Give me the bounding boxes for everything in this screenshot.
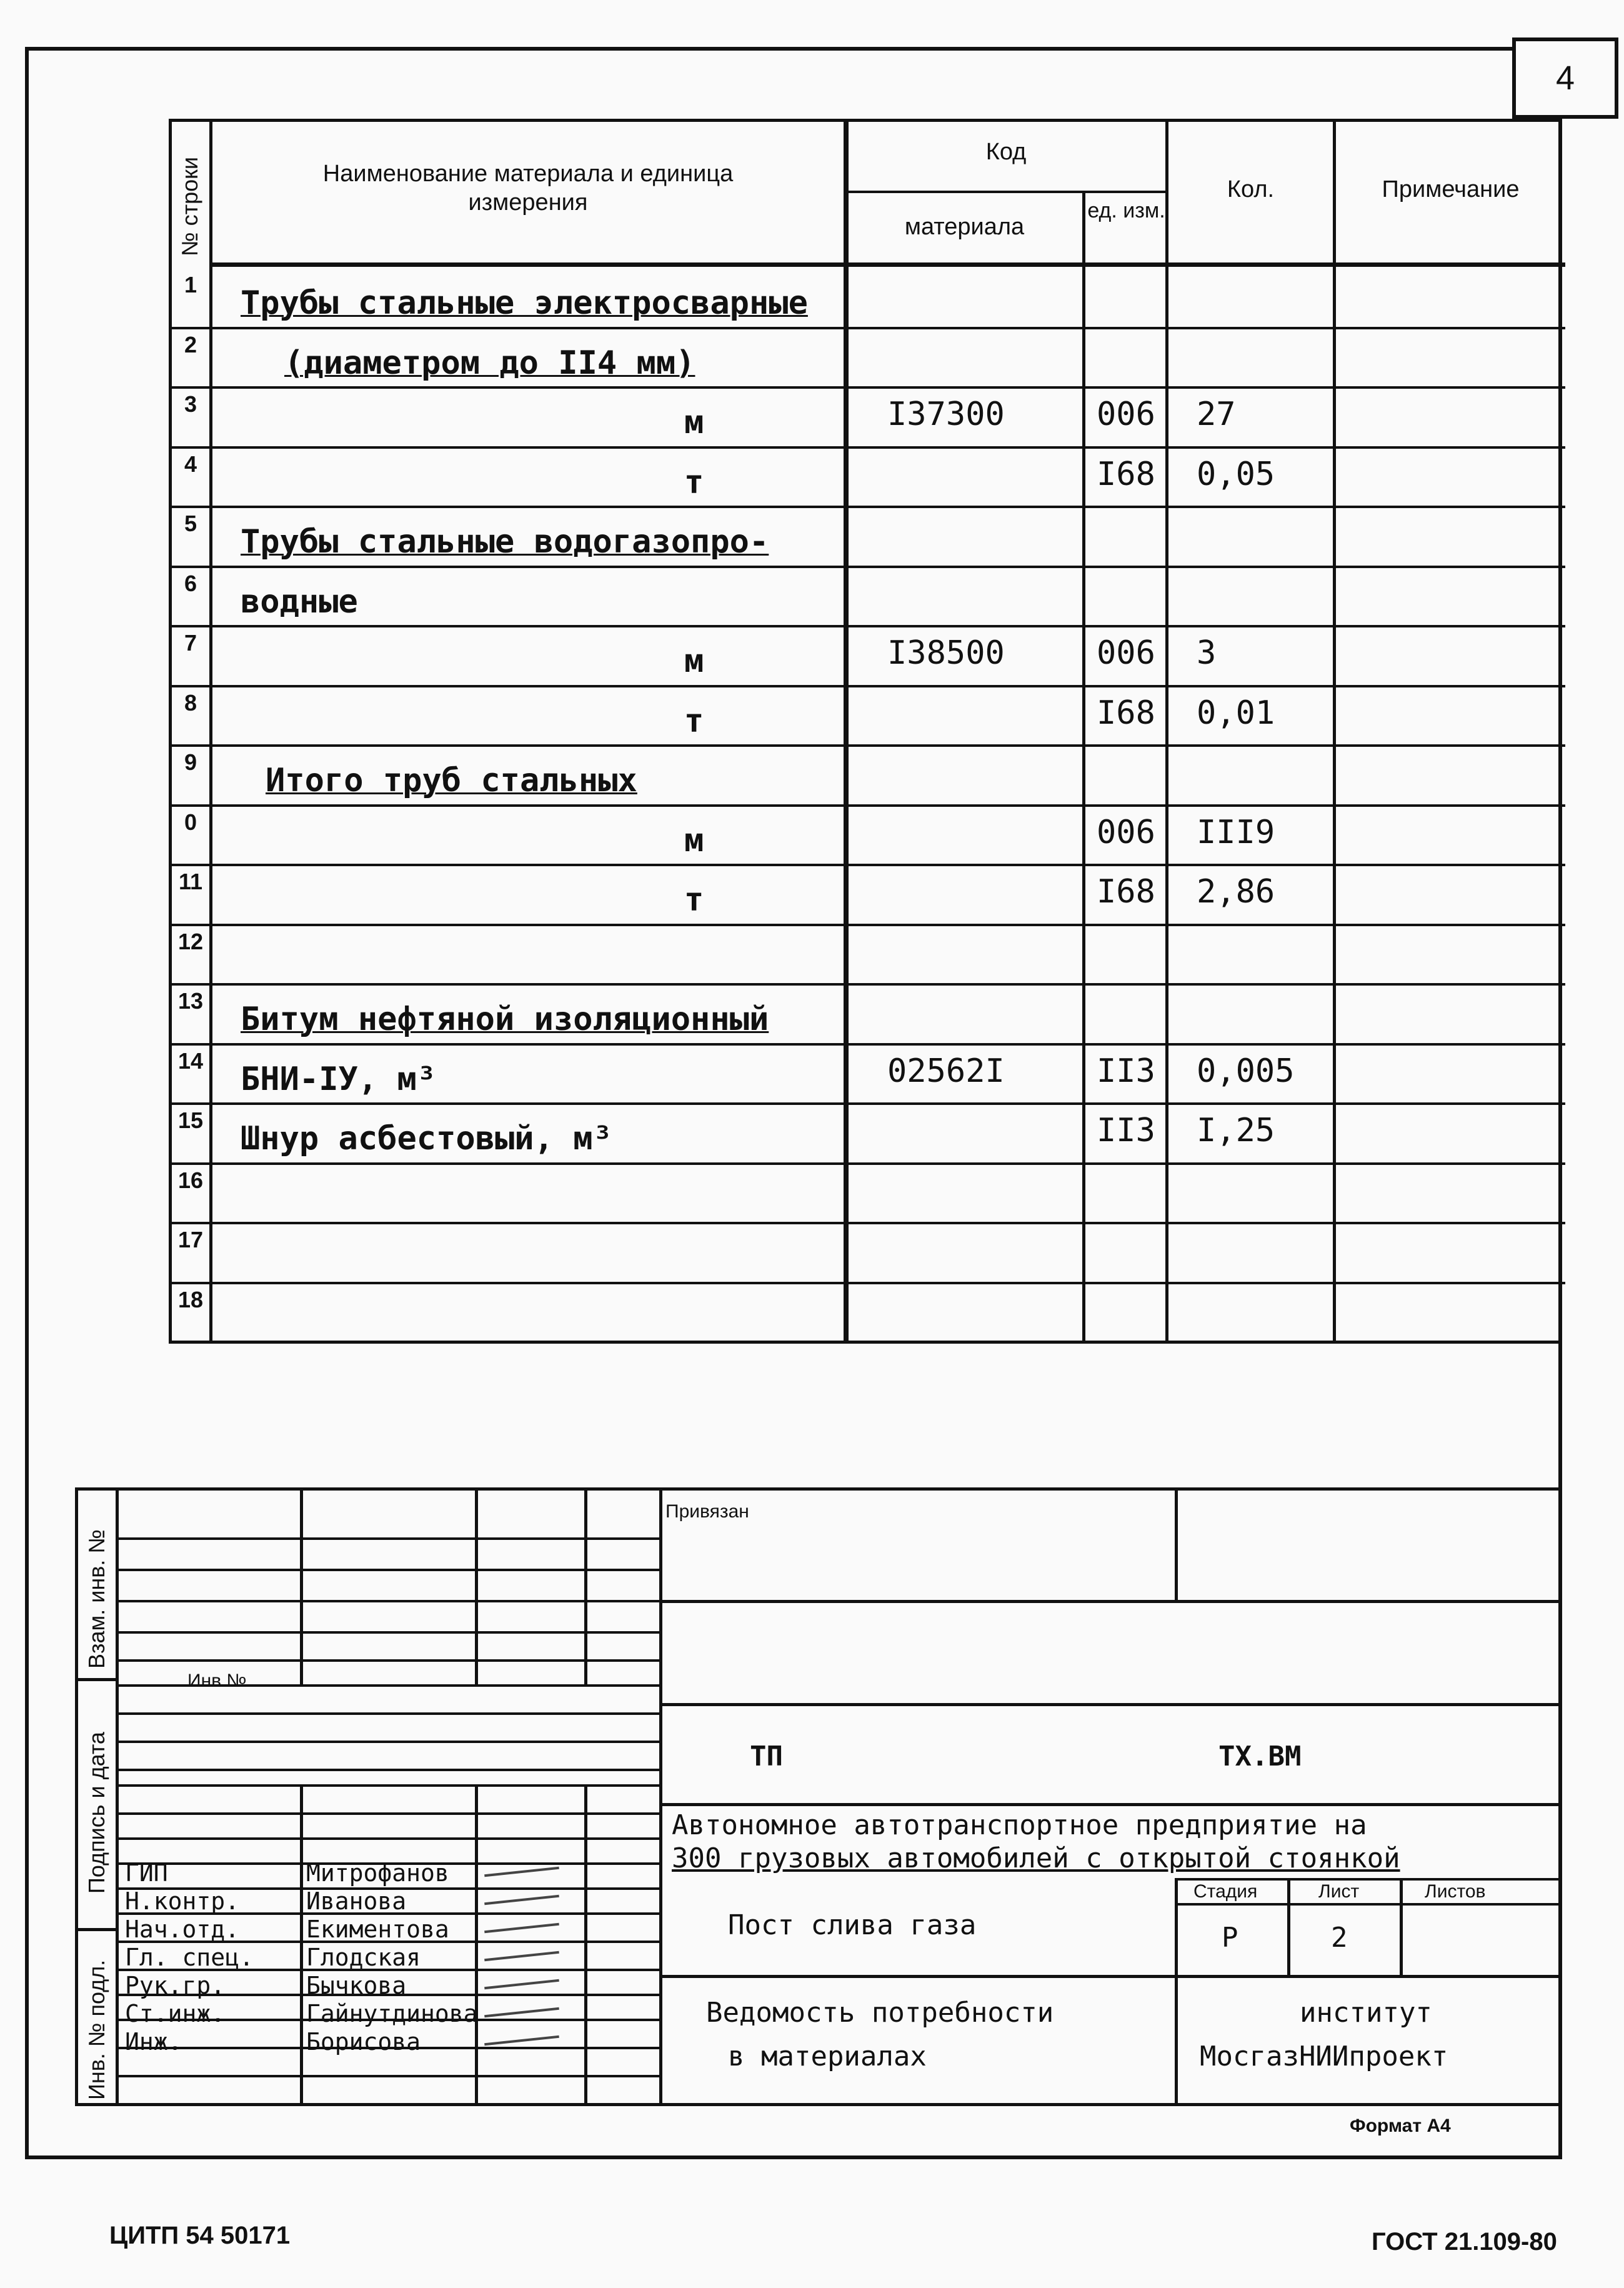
title-block xyxy=(75,1487,1562,2106)
row-number: 17 xyxy=(177,1227,204,1252)
signer-name: Бычкова xyxy=(306,1972,407,1999)
row-number: 3 xyxy=(184,391,197,417)
name-header: Наименование материала и единица измерения xyxy=(322,161,734,216)
quantity: III9 xyxy=(1197,813,1275,851)
unit-code: I68 xyxy=(1097,455,1155,493)
unit-code: 006 xyxy=(1097,396,1155,433)
note-header: Примечание xyxy=(1382,176,1520,202)
signer-role: Рук.гр. xyxy=(125,1972,226,1999)
quantity: 0,05 xyxy=(1197,455,1275,493)
tp-code: ТП xyxy=(750,1741,783,1772)
unit-header: ед. изм. xyxy=(1087,199,1165,222)
row-number: 16 xyxy=(177,1167,204,1193)
material-name: Итого труб стальных xyxy=(266,762,637,799)
row-number: 12 xyxy=(177,928,204,954)
material-name: Битум нефтяной изоляционный xyxy=(241,1001,769,1038)
quantity: 27 xyxy=(1197,396,1236,433)
row-number-header: № строки xyxy=(177,156,202,256)
unit-code: II3 xyxy=(1097,1112,1155,1149)
signer-name: Гайнутдинова xyxy=(306,2000,478,2027)
material-name: Шнур асбестовый, м³ xyxy=(241,1120,612,1157)
sheet-label: Лист xyxy=(1318,1881,1360,1902)
signer-name: Борисова xyxy=(306,2028,421,2056)
object-name: Пост слива газа xyxy=(728,1909,977,1941)
quantity: 0,01 xyxy=(1197,694,1275,732)
material-name: Трубы стальные электросварные xyxy=(241,284,808,322)
quantity: 3 xyxy=(1197,634,1217,672)
unit-code: I68 xyxy=(1097,694,1155,732)
qty-header: Кол. xyxy=(1227,176,1275,202)
attached-label: Привязан xyxy=(665,1501,749,1522)
row-number: 0 xyxy=(184,809,197,835)
footer-left: ЦИТП 54 50171 xyxy=(109,2222,291,2249)
org-line-2: МосгазНИИпроект xyxy=(1200,2041,1448,2072)
page-number: 4 xyxy=(1512,37,1618,119)
material-name: м xyxy=(684,821,704,859)
signer-role: Гл. спец. xyxy=(125,1944,254,1971)
signer-name: Иванова xyxy=(306,1887,407,1915)
material-code: I38500 xyxy=(887,634,1005,672)
signer-name: Екиментова xyxy=(306,1916,449,1943)
code-header: Код xyxy=(985,139,1027,165)
quantity: 0,005 xyxy=(1197,1052,1295,1090)
project-line-1: Автономное автотранспортное предприятие на xyxy=(672,1809,1367,1841)
sheet-value: 2 xyxy=(1331,1922,1348,1954)
materials-table xyxy=(169,119,1562,1344)
signature-date-label: Подпись и дата xyxy=(84,1732,109,1894)
row-number: 14 xyxy=(177,1047,204,1074)
row-number: 2 xyxy=(184,331,197,357)
row-number: 15 xyxy=(177,1107,204,1133)
material-code: 02562I xyxy=(887,1052,1005,1090)
doc-title-line-1: Ведомость потребности xyxy=(706,1997,1054,2029)
unit-code: II3 xyxy=(1097,1052,1155,1090)
row-number: 7 xyxy=(184,630,197,656)
material-name: т xyxy=(684,702,704,740)
doc-title-line-2: в материалах xyxy=(728,2041,927,2072)
material-name: Трубы стальные водогазопро- xyxy=(241,523,769,561)
org-line-1: институт xyxy=(1300,1997,1432,2029)
sheets-label: Листов xyxy=(1425,1881,1486,1902)
unit-code: 006 xyxy=(1097,813,1155,851)
row-number: 6 xyxy=(184,570,197,596)
footer-right: ГОСТ 21.109-80 xyxy=(1372,2228,1557,2256)
row-number: 18 xyxy=(177,1286,204,1312)
format-label: Формат А4 xyxy=(1350,2116,1451,2136)
row-number: 8 xyxy=(184,689,197,716)
inv-original-label: Инв. № подл. xyxy=(84,1959,109,2100)
signer-role: Н.контр. xyxy=(125,1887,240,1915)
material-name: водные xyxy=(241,582,358,621)
material-name: т xyxy=(684,463,704,501)
row-number: 11 xyxy=(178,869,203,894)
signer-name: Глодская xyxy=(306,1944,421,1971)
row-number: 4 xyxy=(184,451,197,477)
material-name: м xyxy=(684,642,704,680)
doc-code: ТХ.ВМ xyxy=(1218,1741,1302,1772)
material-code-header: материала xyxy=(904,214,1025,240)
row-number: 1 xyxy=(184,272,197,297)
row-number: 13 xyxy=(177,988,204,1014)
quantity: 2,86 xyxy=(1197,873,1275,911)
signer-name: Митрофанов xyxy=(306,1859,449,1887)
signer-role: Ст.инж. xyxy=(125,2000,226,2027)
project-line-2: 300 грузовых автомобилей с открытой стоянкой xyxy=(672,1842,1400,1874)
stage-value: Р xyxy=(1222,1922,1238,1954)
signer-role: Нач.отд. xyxy=(125,1916,240,1943)
inv-no-label: Инв № xyxy=(187,1671,247,1691)
material-name: т xyxy=(684,881,704,919)
quantity: I,25 xyxy=(1197,1112,1275,1149)
signer-role: Инж. xyxy=(125,2028,182,2056)
stage-label: Стадия xyxy=(1193,1881,1258,1902)
unit-code: I68 xyxy=(1097,873,1155,911)
material-name: БНИ-IУ, м³ xyxy=(241,1060,437,1098)
unit-code: 006 xyxy=(1097,634,1155,672)
replace-inv-label: Взам. инв. № xyxy=(84,1529,109,1669)
material-code: I37300 xyxy=(887,396,1005,433)
material-name: м xyxy=(684,404,704,441)
row-number: 5 xyxy=(184,511,197,536)
signer-role: ГИП xyxy=(125,1859,168,1887)
row-number: 9 xyxy=(184,749,197,775)
material-name: (диаметром до II4 мм) xyxy=(284,344,695,382)
